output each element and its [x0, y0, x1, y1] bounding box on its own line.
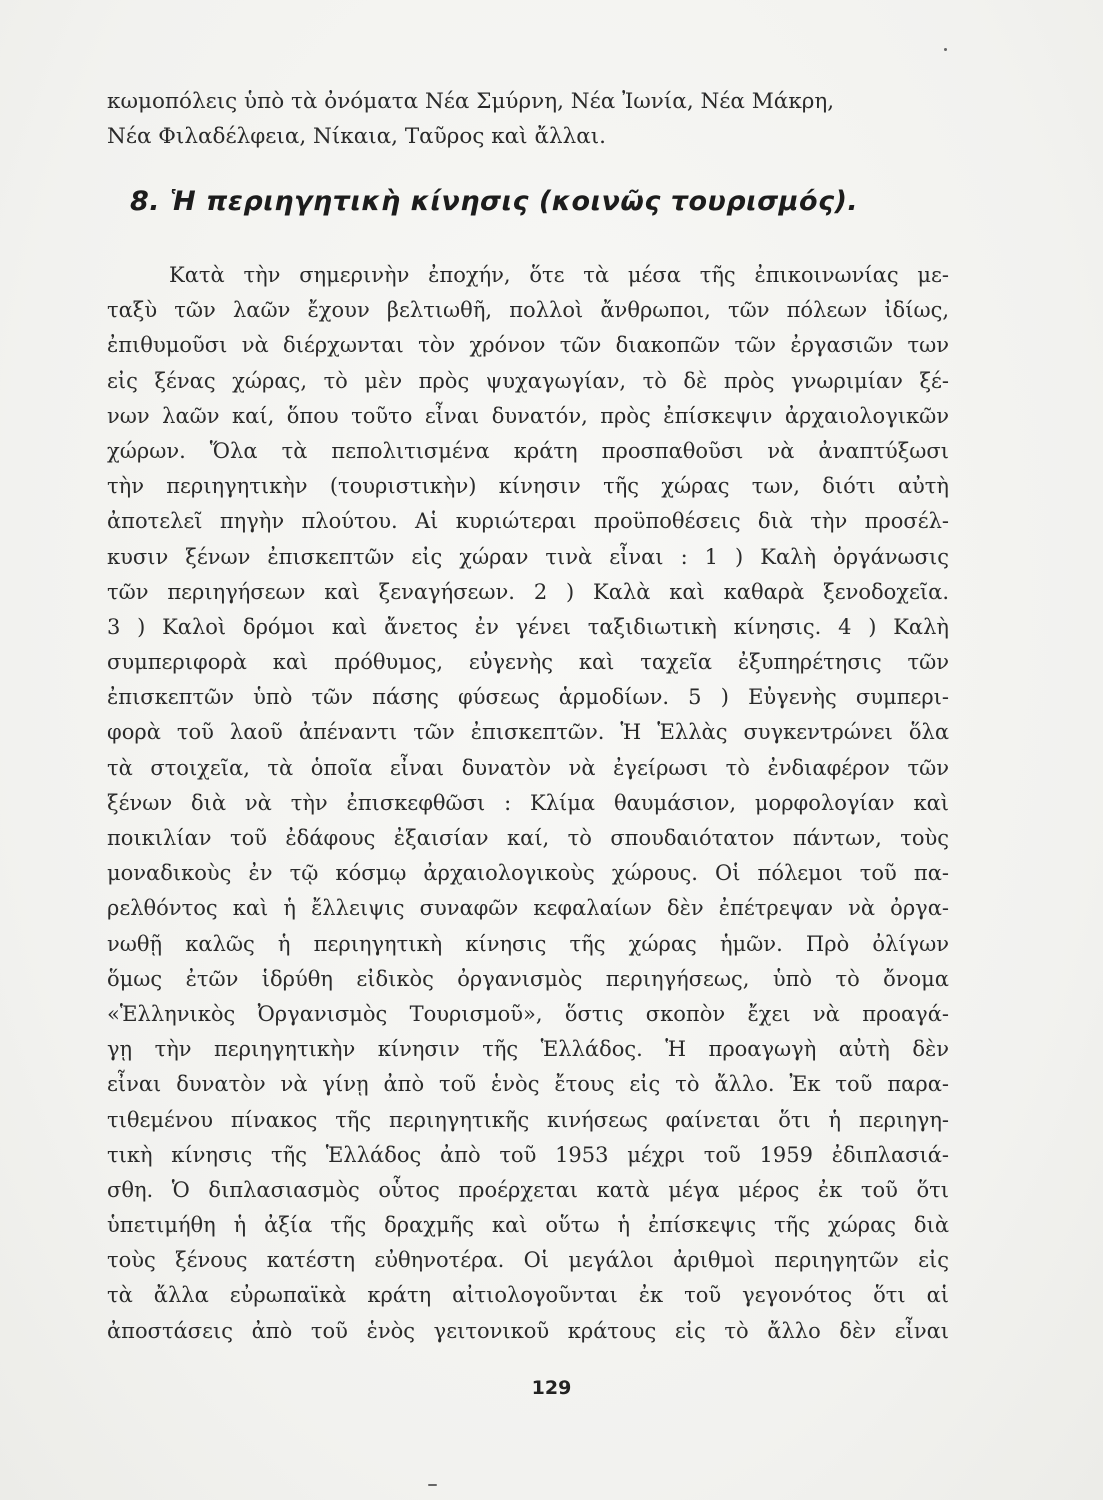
intro-paragraph — [107, 84, 949, 154]
body-line: νων λαῶν καί, ὅπου τοῦτο εἶναι δυνατόν, πρὸς ἐπίσκεψιν ἀρχαιολογικῶν — [107, 403, 949, 428]
body-line: ἀποστάσεις ἀπὸ τοῦ ἑνὸς γειτονικοῦ κράτους εἰς τὸ ἄλλο δὲν εἶναι — [107, 1318, 949, 1343]
body-line: γῃ τὴν περιηγητικὴν κίνησιν τῆς Ἑλλάδος. Ἡ προαγωγὴ αὐτὴ δὲν — [107, 1037, 949, 1062]
body-line: ρελθόντος καὶ ἡ ἔλλειψις συναφῶν κεφαλαίων δὲν ἐπέτρεψαν νὰ ὀργα- — [107, 896, 949, 921]
body-line: τικὴ κίνησις τῆς Ἑλλάδος ἀπὸ τοῦ 1953 μέχρι τοῦ 1959 ἐδιπλασιά- — [107, 1142, 949, 1167]
body-paragraph — [107, 258, 949, 1349]
body-line: εἶναι δυνατὸν νὰ γίνῃ ἀπὸ τοῦ ἑνὸς ἔτους εἰς τὸ ἄλλο. Ἐκ τοῦ παρα- — [107, 1072, 949, 1097]
body-line: εἰς ξένας χώρας, τὸ μὲν πρὸς ψυχαγωγίαν, τὸ δὲ πρὸς γνωριμίαν ξέ- — [107, 368, 949, 393]
body-line: ποικιλίαν τοῦ ἐδάφους ἐξαισίαν καί, τὸ σπουδαιότατον πάντων, τοὺς — [107, 826, 949, 850]
scan-speck — [428, 1484, 437, 1486]
body-line: ξένων διὰ νὰ τὴν ἐπισκεφθῶσι : Κλίμα θαυμάσιον, μορφολογίαν καὶ — [107, 790, 949, 815]
body-line: τὰ στοιχεῖα, τὰ ὁποῖα εἶναι δυνατὸν νὰ ἐγείρωσι τὸ ἐνδιαφέρον τῶν — [107, 755, 949, 780]
body-line: ἐπισκεπτῶν ὑπὸ τῶν πάσης φύσεως ἁρμοδίων. 5 ) Εὐγενὴς συμπερι- — [107, 685, 949, 710]
body-line: κυσιν ξένων ἐπισκεπτῶν εἰς χώραν τινὰ εἶναι : 1 ) Καλὴ ὀργάνωσις — [107, 544, 949, 569]
body-line: συμπεριφορὰ καὶ πρόθυμος, εὐγενὴς καὶ ταχεῖα ἐξυπηρέτησις τῶν — [107, 650, 949, 675]
body-line: ὑπετιμήθη ἡ ἀξία τῆς δραχμῆς καὶ οὕτω ἡ ἐπίσκεψις τῆς χώρας διὰ — [107, 1213, 949, 1238]
body-line: τιθεμένου πίνακος τῆς περιηγητικῆς κινήσεως φαίνεται ὅτι ἡ περιηγη- — [107, 1107, 949, 1132]
body-line: «Ἑλληνικὸς Ὀργανισμὸς Τουρισμοῦ», ὅστις σκοπὸν ἔχει νὰ προαγά- — [107, 1001, 949, 1026]
intro-line: Νέα Φιλαδέλφεια, Νίκαια, Ταῦρος καὶ ἄλλαι. — [107, 124, 607, 149]
body-line: τὴν περιηγητικὴν (τουριστικὴν) κίνησιν τῆς χώρας των, διότι αὐτὴ — [107, 474, 949, 499]
body-line: ἐπιθυμοῦσι νὰ διέρχωνται τὸν χρόνον τῶν διακοπῶν τῶν ἐργασιῶν των — [107, 333, 949, 358]
body-line: ἀποτελεῖ πηγὴν πλούτου. Αἱ κυριώτεραι προϋποθέσεις διὰ τὴν προσέλ- — [107, 509, 949, 534]
body-line: νωθῇ καλῶς ἡ περιηγητικὴ κίνησις τῆς χώρας ἡμῶν. Πρὸ ὀλίγων — [107, 931, 949, 956]
scan-speck — [944, 48, 947, 51]
body-line: φορὰ τοῦ λαοῦ ἀπέναντι τῶν ἐπισκεπτῶν. Ἡ Ἑλλὰς συγκεντρώνει ὅλα — [107, 720, 949, 745]
intro-line: κωμοπόλεις ὑπὸ τὰ ὀνόματα Νέα Σμύρνη, Νέα Ἰωνία, Νέα Μάκρη, — [107, 89, 835, 114]
page-number: 129 — [531, 1377, 572, 1399]
body-line: Κατὰ τὴν σημερινὴν ἐποχήν, ὅτε τὰ μέσα τῆς ἐπικοινωνίας με- — [169, 263, 949, 287]
body-line: χώρων. Ὅλα τὰ πεπολιτισμένα κράτη προσπαθοῦσι νὰ ἀναπτύξωσι — [107, 438, 949, 463]
body-line: ὅμως ἐτῶν ἱδρύθη εἰδικὸς ὀργανισμὸς περιηγήσεως, ὑπὸ τὸ ὄνομα — [107, 966, 949, 991]
body-line: τὰ ἄλλα εὐρωπαϊκὰ κράτη αἰτιολογοῦνται ἐκ τοῦ γεγονότος ὅτι αἱ — [107, 1283, 949, 1308]
body-line: 3 ) Καλοὶ δρόμοι καὶ ἄνετος ἐν γένει ταξιδιωτικὴ κίνησις. 4 ) Καλὴ — [107, 614, 949, 639]
body-line: σθη. Ὁ διπλασιασμὸς οὗτος προέρχεται κατὰ μέγα μέρος ἐκ τοῦ ὅτι — [107, 1177, 949, 1202]
section-heading: 8. Ἡ περιηγητικὴ κίνησις (κοινῶς τουρισμός). — [130, 186, 859, 217]
body-line: ταξὺ τῶν λαῶν ἔχουν βελτιωθῆ, πολλοὶ ἄνθρωποι, τῶν πόλεων ἰδίως, — [107, 298, 949, 323]
body-line: μοναδικοὺς ἐν τῷ κόσμῳ ἀρχαιολογικοὺς χώρους. Οἱ πόλεμοι τοῦ πα- — [107, 861, 949, 886]
body-line: τοὺς ξένους κατέστη εὐθηνοτέρα. Οἱ μεγάλοι ἀριθμοὶ περιηγητῶν εἰς — [107, 1248, 949, 1273]
body-line: τῶν περιηγήσεων καὶ ξεναγήσεων. 2 ) Καλὰ καὶ καθαρὰ ξενοδοχεῖα. — [107, 579, 949, 604]
